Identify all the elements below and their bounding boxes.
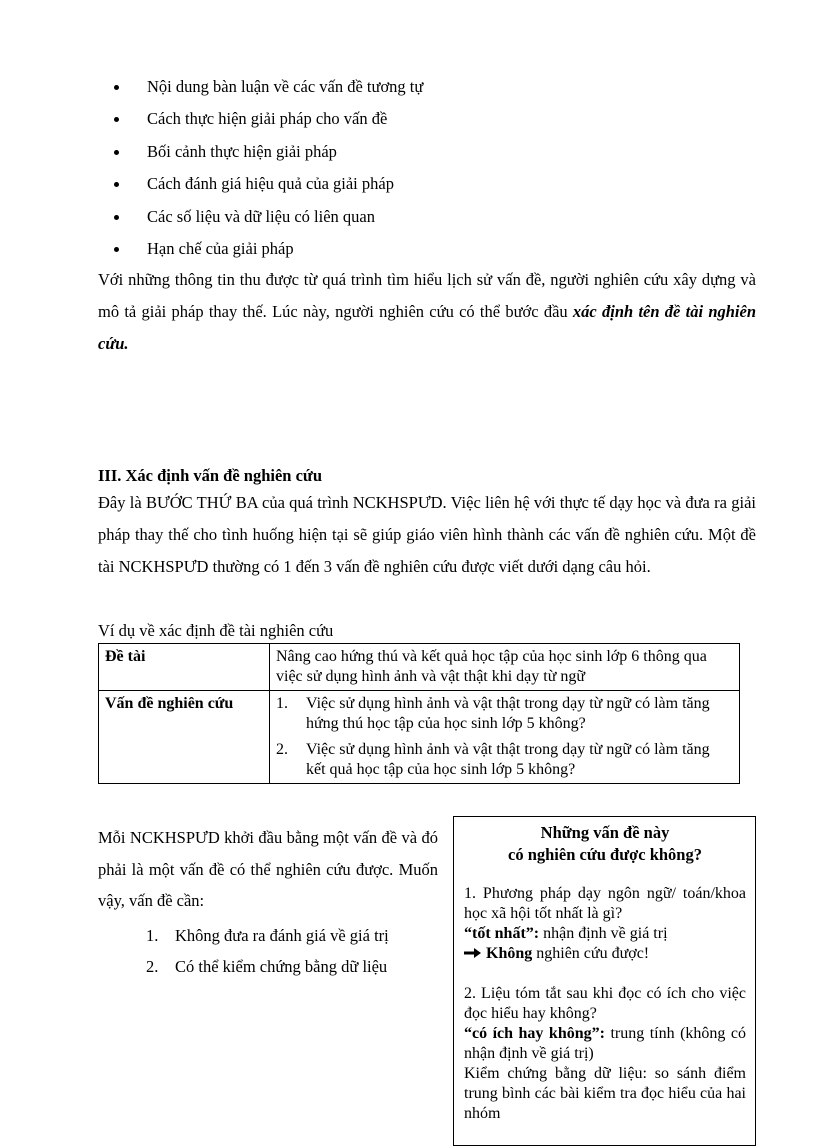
requirements-intro: Mỗi NCKHSPƯD khởi đầu bằng một vấn đề và đó phải là một vấn đề có thể nghiên cứu được. Muốn vậy, vấn đề cần: (98, 828, 438, 910)
bullet-icon (114, 215, 119, 220)
bullet-icon (114, 117, 119, 122)
item-number: 1. (146, 926, 159, 945)
item-text: Có thể kiểm chứng bằng dữ liệu (175, 957, 388, 976)
verdict-bold: Không (486, 945, 533, 962)
list-item (112, 73, 423, 105)
term-label: “tốt nhất”: (464, 925, 540, 942)
question-1-verdict (464, 944, 746, 964)
bullet-text: Cách thực hiện giải pháp cho vấn đề (147, 109, 388, 129)
list-item (146, 920, 389, 951)
bullet-text: Nội dung bàn luận về các vấn đề tương tự (147, 77, 424, 96)
bullet-icon (114, 150, 119, 155)
emphasis-text: xác định tên đề tài nghiên cứu. (98, 302, 757, 353)
item-number: 2. (146, 957, 159, 976)
term-note: trung tính (không có nhận định về giá trị) (464, 1025, 747, 1062)
bullet-text: Hạn chế của giải pháp (147, 238, 294, 258)
bullet-list (112, 73, 423, 267)
bullet-icon (114, 247, 119, 252)
paragraph-text: Với những thông tin thu được từ quá trình tìm hiểu lịch sử vấn đề, người nghiên cứu xây dựng và mô tả giải pháp thay thế. Lúc này, người nghiên cứu có thể bước đầu (98, 270, 756, 321)
list-item (276, 740, 733, 780)
list-item (112, 138, 423, 170)
bullet-icon (114, 85, 119, 90)
box-title-line2: có nghiên cứu được không? (508, 845, 702, 864)
list-item (146, 951, 389, 982)
table-caption: Ví dụ về xác định đề tài nghiên cứu (98, 621, 334, 640)
item-text: Việc sử dụng hình ảnh và vật thật trong dạy từ ngữ có làm tăng kết quả học tập của học sinh lớp 5 không? (306, 741, 710, 778)
verdict-rest: nghiên cứu được! (532, 945, 650, 962)
box-title-line1: Những vấn đề này (540, 823, 670, 842)
problem-label: Vấn đề nghiên cứu (99, 691, 270, 784)
table-row (99, 691, 740, 784)
list-item (112, 170, 423, 202)
question-2: 2. Liệu tóm tắt sau khi đọc có ích cho việc đọc hiểu hay không? (464, 985, 746, 1022)
topic-value: Nâng cao hứng thú và kết quả học tập của học sinh lớp 6 thông qua việc sử dụng hình ảnh và vật thật khi dạy từ ngữ (270, 644, 740, 691)
section-paragraph: Đây là BƯỚC THỨ BA của quá trình NCKHSPƯD. Việc liên hệ với thực tế dạy học và đưa ra giải pháp thay thế cho tình huống hiện tại sẽ giúp giáo viên hình thành các vấn đề nghiên cứu. Một đề tài NCKHSPƯD thường có 1 đến 3 vấn đề nghiên cứu được viết dưới dạng câu hỏi. (98, 493, 756, 576)
bullet-text: Các số liệu và dữ liệu có liên quan (147, 206, 375, 226)
item-text: Không đưa ra đánh giá về giá trị (175, 926, 389, 945)
box-title (464, 822, 746, 866)
bullet-text: Bối cảnh thực hiện giải pháp (147, 141, 337, 161)
section-heading: III. Xác định vấn đề nghiên cứu (98, 466, 323, 485)
question-1: 1. Phương pháp dạy ngôn ngữ/ toán/khoa học xã hội tốt nhất là gì? (464, 885, 746, 922)
item-number: 1. (276, 695, 288, 712)
term-label: “có ích hay không”: (464, 1025, 605, 1042)
item-number: 2. (276, 741, 288, 758)
example-table (98, 643, 740, 784)
list-item (112, 105, 423, 137)
list-item (112, 235, 423, 267)
researchability-box (453, 816, 756, 1146)
bullet-icon (114, 182, 119, 187)
question-2-note (464, 1024, 746, 1064)
requirements-list (146, 920, 389, 982)
question-1-note (464, 924, 746, 944)
term-note: nhận định về giá trị (539, 925, 668, 942)
topic-label: Đề tài (99, 644, 270, 691)
item-text: Việc sử dụng hình ảnh và vật thật trong dạy từ ngữ có làm tăng hứng thú học tập của học sinh lớp 5 không? (306, 695, 710, 732)
arrow-right-icon (464, 947, 482, 959)
history-paragraph (98, 264, 756, 360)
bullet-text: Cách đánh giá hiệu quả của giải pháp (147, 174, 394, 194)
list-item (276, 694, 733, 734)
list-item (112, 203, 423, 235)
question-2-evidence: Kiểm chứng bằng dữ liệu: so sánh điểm trung bình các bài kiểm tra đọc hiểu của hai nhóm (464, 1065, 746, 1122)
problem-list (270, 691, 740, 784)
table-row (99, 644, 740, 691)
